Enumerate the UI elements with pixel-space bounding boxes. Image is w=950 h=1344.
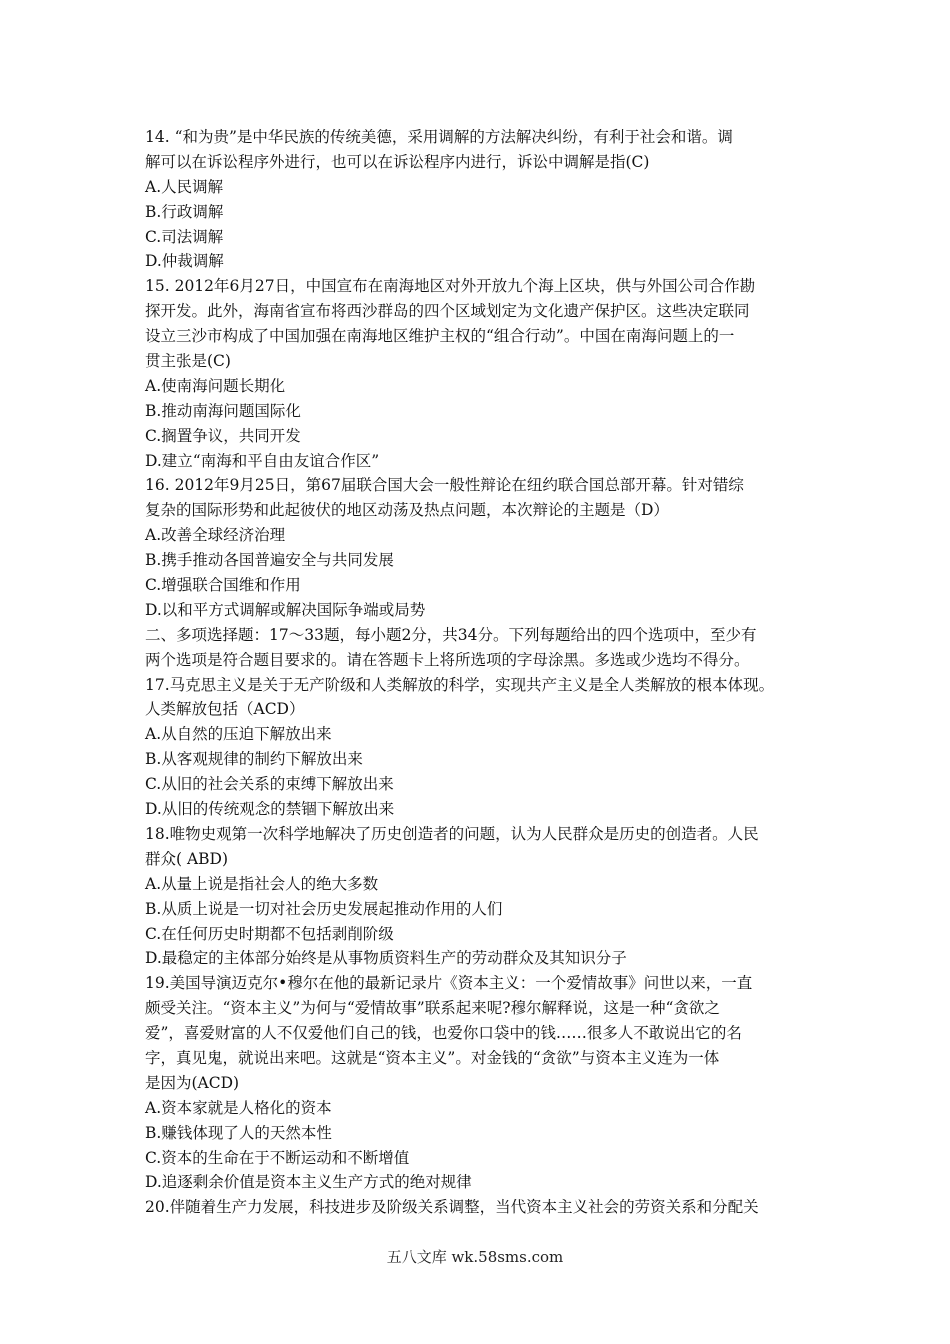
text-line: A.人民调解 (145, 177, 224, 196)
text-line: 15. 2012年6月27日，中国宣布在南海地区对外开放九个海上区块，供与外国公司合作勘 (145, 277, 756, 296)
text-line: D.最稳定的主体部分始终是从事物质资料生产的劳动群众及其知识分子 (145, 949, 627, 968)
text-line: 解可以在诉讼程序外进行，也可以在诉讼程序内进行，诉讼中调解是指(C) (145, 152, 650, 171)
text-line: 字，真见鬼，就说出来吧。这就是“资本主义”。对金钱的“贪欲”与资本主义连为一体 (145, 1048, 720, 1067)
text-line: 探开发。此外，海南省宣布将西沙群岛的四个区域划定为文化遗产保护区。这些决定联同 (145, 302, 750, 321)
text-line: 两个选项是符合题目要求的。请在答题卡上将所选项的字母涂黑。多选或少选均不得分。 (145, 650, 750, 669)
text-line: 18.唯物史观第一次科学地解决了历史创造者的问题，认为人民群众是历史的创造者。人民 (145, 824, 759, 843)
text-line: A.资本家就是人格化的资本 (145, 1098, 332, 1117)
text-line: A.从自然的压迫下解放出来 (145, 725, 332, 744)
text-line: A.从量上说是指社会人的绝大多数 (145, 874, 379, 893)
text-line: 贯主张是(C) (145, 352, 231, 371)
text-line: C.在任何历史时期都不包括剥削阶级 (145, 924, 394, 943)
text-line: 17.马克思主义是关于无产阶级和人类解放的科学，实现共产主义是全人类解放的根本体现。 (145, 675, 775, 694)
text-line: A.使南海问题长期化 (145, 376, 286, 395)
text-line: 颇受关注。“资本主义”为何与“爱情故事”联系起来呢?穆尔解释说，这是一种“贪欲之 (145, 999, 720, 1018)
text-line: D.仲裁调解 (145, 252, 224, 271)
text-line: B.从质上说是一切对社会历史发展起推动作用的人们 (145, 899, 503, 918)
text-line: B.行政调解 (145, 202, 224, 221)
text-line: C.从旧的社会关系的束缚下解放出来 (145, 775, 394, 794)
text-line: 爱”，喜爱财富的人不仅爱他们自己的钱，也爱你口袋中的钱……很多人不敢说出它的名 (145, 1024, 742, 1043)
text-line: D.建立“南海和平自由友谊合作区” (145, 451, 380, 470)
text-line: 二、多项选择题：17～33题，每小题2分，共34分。下列每题给出的四个选项中，至少有 (145, 625, 757, 644)
text-line: C.搁置争议，共同开发 (145, 426, 301, 445)
text-line: 16. 2012年9月25日，第67届联合国大会一般性辩论在纽约联合国总部开幕。针对错综 (145, 476, 744, 495)
page-footer: 五八文库 wk.58sms.com (386, 1248, 564, 1266)
text-line: C.司法调解 (145, 227, 224, 246)
text-line: 是因为(ACD) (145, 1073, 240, 1092)
text-line: 复杂的国际形势和此起彼伏的地区动荡及热点问题，本次辩论的主题是（D） (145, 501, 669, 520)
text-line: D.从旧的传统观念的禁锢下解放出来 (145, 800, 395, 819)
text-line: 人类解放包括（ACD） (145, 700, 305, 719)
text-line: B.从客观规律的制约下解放出来 (145, 750, 363, 769)
text-line: D.追逐剩余价值是资本主义生产方式的绝对规律 (145, 1173, 472, 1192)
text-line: B.推动南海问题国际化 (145, 401, 301, 420)
text-line: 19.美国导演迈克尔•穆尔在他的最新记录片《资本主义：一个爱情故事》问世以来，一直 (145, 974, 753, 993)
text-line: B.携手推动各国普遍安全与共同发展 (145, 551, 394, 570)
text-line: 14. “和为贵”是中华民族的传统美德，采用调解的方法解决纠纷，有利于社会和谐。调 (145, 128, 733, 146)
text-line: C.增强联合国维和作用 (145, 576, 301, 595)
text-line: 20.伴随着生产力发展，科技进步及阶级关系调整，当代资本主义社会的劳资关系和分配关 (145, 1198, 759, 1217)
document-body (145, 125, 810, 1220)
text-line: A.改善全球经济治理 (145, 526, 286, 545)
text-line: C.资本的生命在于不断运动和不断增值 (145, 1148, 410, 1167)
text-line: D.以和平方式调解或解决国际争端或局势 (145, 600, 426, 619)
text-line: 设立三沙市构成了中国加强在南海地区维护主权的“组合行动”。中国在南海问题上的一 (145, 327, 735, 346)
text-line: 群众( ABD) (145, 849, 229, 868)
text-line: B.赚钱体现了人的天然本性 (145, 1123, 332, 1142)
